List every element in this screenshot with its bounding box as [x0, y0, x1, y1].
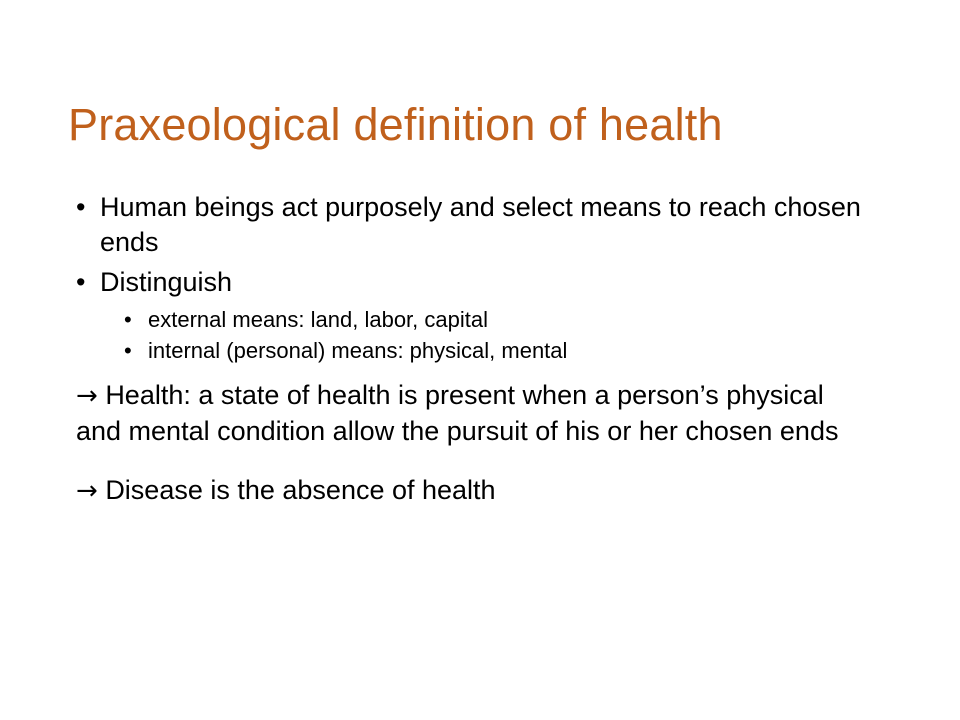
bullet-marker-icon: •	[76, 192, 86, 222]
conclusion-text: Health: a state of health is present when a person’s physical and mental condition allow the pursuit of his or her chosen ends	[76, 379, 839, 446]
list-item-text: Distinguish	[100, 267, 233, 298]
conclusion-paragraph	[68, 473, 866, 509]
page-title: Praxeological definition of health	[68, 99, 723, 151]
bullet-marker-icon: •	[76, 267, 86, 298]
list-item-text: Human beings act purposely and select means to reach chosen ends	[100, 192, 861, 257]
bullet-marker-icon: •	[124, 306, 132, 332]
list-item-text: internal (personal) means: physical, mental	[148, 338, 568, 364]
list-item	[68, 265, 888, 300]
arrow-right-icon: →	[76, 475, 98, 506]
list-item	[68, 337, 888, 366]
arrow-right-icon: →	[76, 380, 98, 411]
list-item-text: external means: land, labor, capital	[148, 306, 488, 332]
bullet-marker-icon: •	[124, 338, 132, 364]
list-item	[68, 190, 888, 259]
list-item	[68, 306, 888, 335]
conclusion-text: Disease is the absence of health	[105, 474, 496, 505]
conclusion-paragraph	[68, 378, 866, 449]
slide-body	[68, 190, 888, 513]
